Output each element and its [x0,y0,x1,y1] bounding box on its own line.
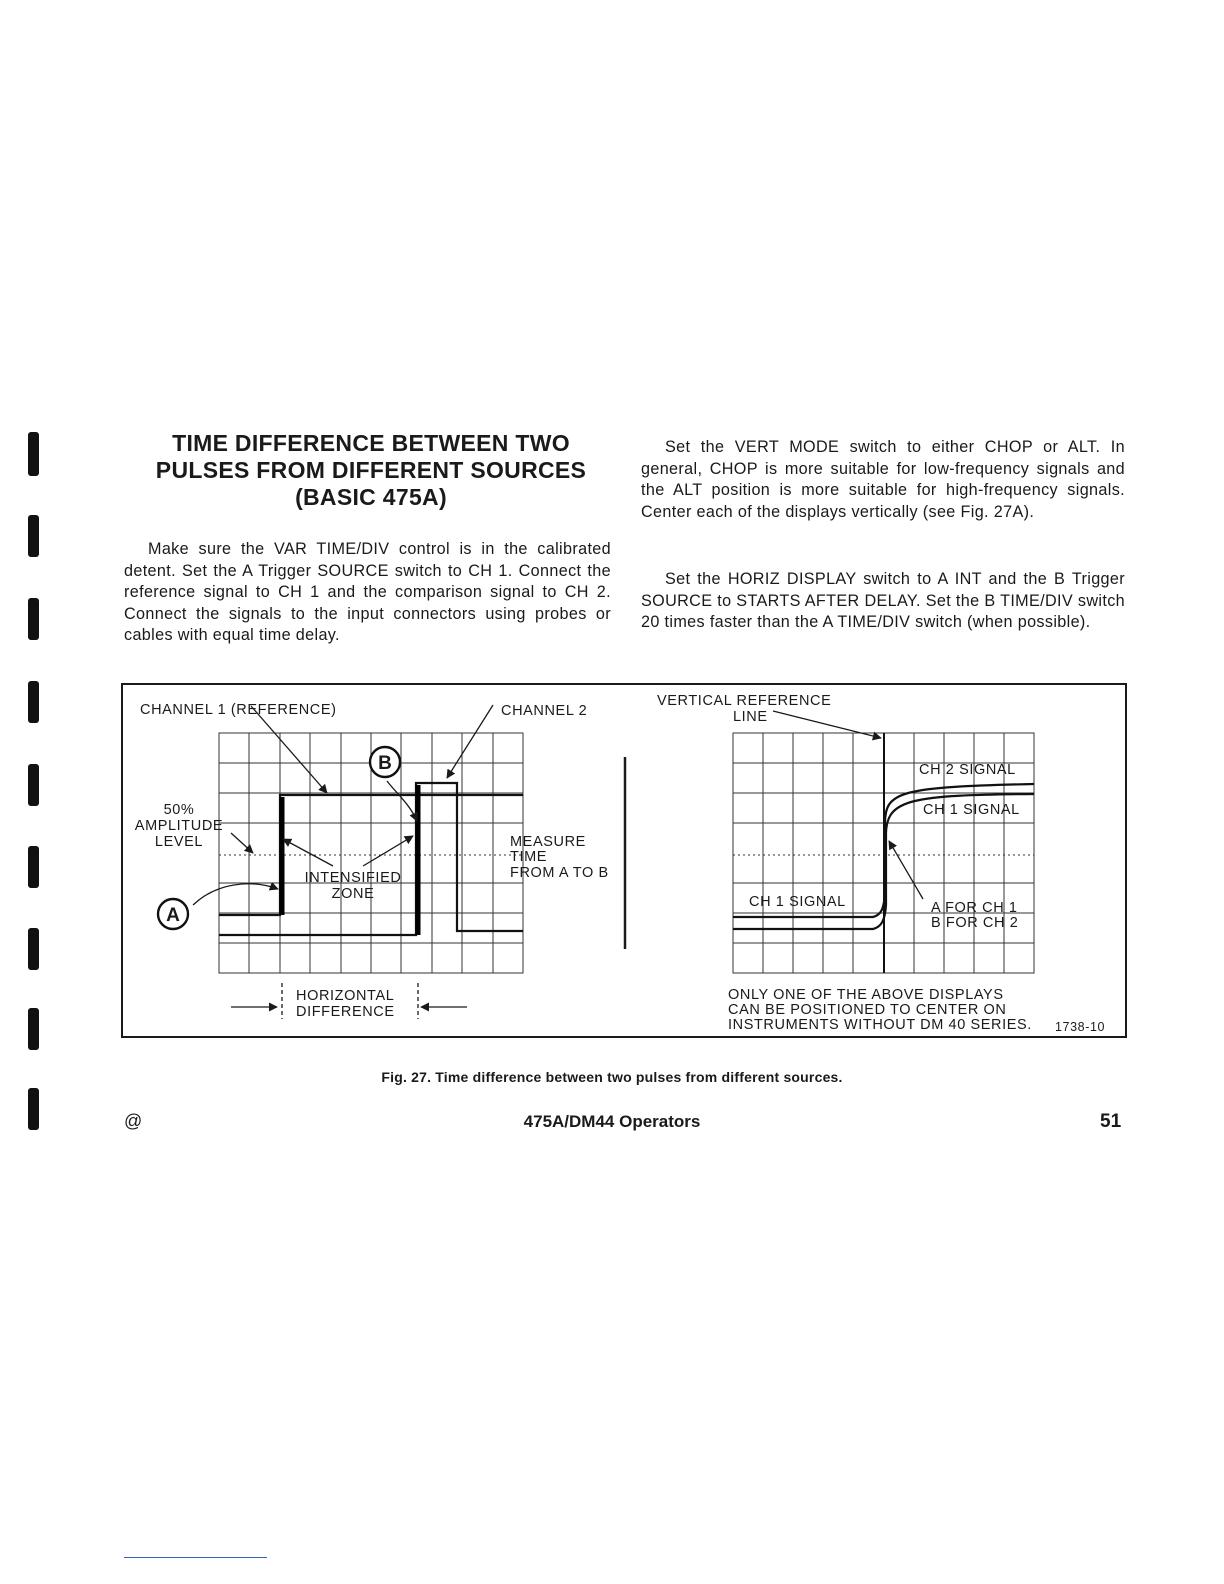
binder-mark [28,928,39,970]
footnote-rule [124,1557,267,1558]
paragraph-right-1 [641,437,1125,523]
channel-2-label: CHANNEL 2 [501,703,588,719]
marker-a-label: A [166,905,180,926]
binder-mark [28,432,39,476]
binder-mark [28,515,39,557]
ch2-signal-label: CH 2 SIGNAL [919,762,1016,778]
zone-label: INTENSIFIED [304,870,402,886]
heading-line: TIME DIFFERENCE BETWEEN TWO [172,430,570,456]
display-note: ONLY ONE OF THE ABOVE DISPLAYS [728,987,1004,1003]
zone-label: ZONE [331,886,375,902]
binder-mark [28,764,39,806]
marker-b [370,747,400,777]
channel-select-label: A FOR CH 1 [931,900,1018,916]
amplitude-label: 50% [163,802,195,818]
heading-line: PULSES FROM DIFFERENT SOURCES [155,457,587,483]
paragraph-text: Make sure the VAR TIME/DIV control is in the calibrated detent. Set the A Trigger SOURCE switch to CH 1. Connect the reference signal to CH 1 and the comparison signal to CH 2. Connect the signals to the input connectors using probes or cables with equal time delay. [124,540,611,645]
measure-label: TIME [510,849,548,865]
amplitude-label: LEVEL [154,834,204,850]
channel-select-label: B FOR CH 2 [931,915,1019,931]
ch1-signal-label: CH 1 SIGNAL [749,894,846,910]
figure-caption: Fig. 27. Time difference between two pulses from different sources. [381,1069,843,1085]
paragraph-left [124,539,611,647]
marker-b-label: B [378,753,392,774]
channel-1-label: CHANNEL 1 (REFERENCE) [140,702,337,718]
section-heading [126,430,616,511]
ch1-signal-label: CH 1 SIGNAL [923,802,1020,818]
figure-id: 1738-10 [1055,1020,1106,1034]
paragraph-text: Set the HORIZ DISPLAY switch to A INT and the B Trigger SOURCE to STARTS AFTER DELAY. Set the B TIME/DIV switch 20 times faster than the A TIME/DIV switch (when possible). [641,570,1125,632]
paragraph-right-2 [641,569,1125,634]
horizontal-difference-label: DIFFERENCE [296,1004,395,1020]
figure-27 [121,683,1127,1038]
binder-mark [28,1008,39,1050]
vertical-reference-label: LINE [733,709,768,725]
display-note: INSTRUMENTS WITHOUT DM 40 SERIES. [728,1017,1032,1033]
footer-title: 475A/DM44 Operators [523,1112,701,1131]
vertical-reference-label: VERTICAL REFERENCE [657,693,832,709]
page-number: 51 [1100,1111,1122,1132]
marker-a [158,899,188,929]
binder-mark [28,846,39,888]
paragraph-text: Set the VERT MODE switch to either CHOP or ALT. In general, CHOP is more suitable for low-frequency signals and the ALT position is more suitable for high-frequency signals. Center each of the displays vertically (see Fig. 27A). [641,438,1125,521]
horizontal-difference-label: HORIZONTAL [296,988,395,1004]
measure-label: MEASURE [510,834,586,850]
heading-line: (BASIC 475A) [295,484,447,510]
amplitude-label: AMPLITUDE [134,818,224,834]
binder-mark [28,598,39,640]
measure-label: FROM A TO B [510,865,609,881]
display-note: CAN BE POSITIONED TO CENTER ON [728,1002,1007,1018]
binder-mark [28,681,39,723]
footer-symbol: @ [124,1111,143,1131]
left-leader-lines [193,705,493,1019]
